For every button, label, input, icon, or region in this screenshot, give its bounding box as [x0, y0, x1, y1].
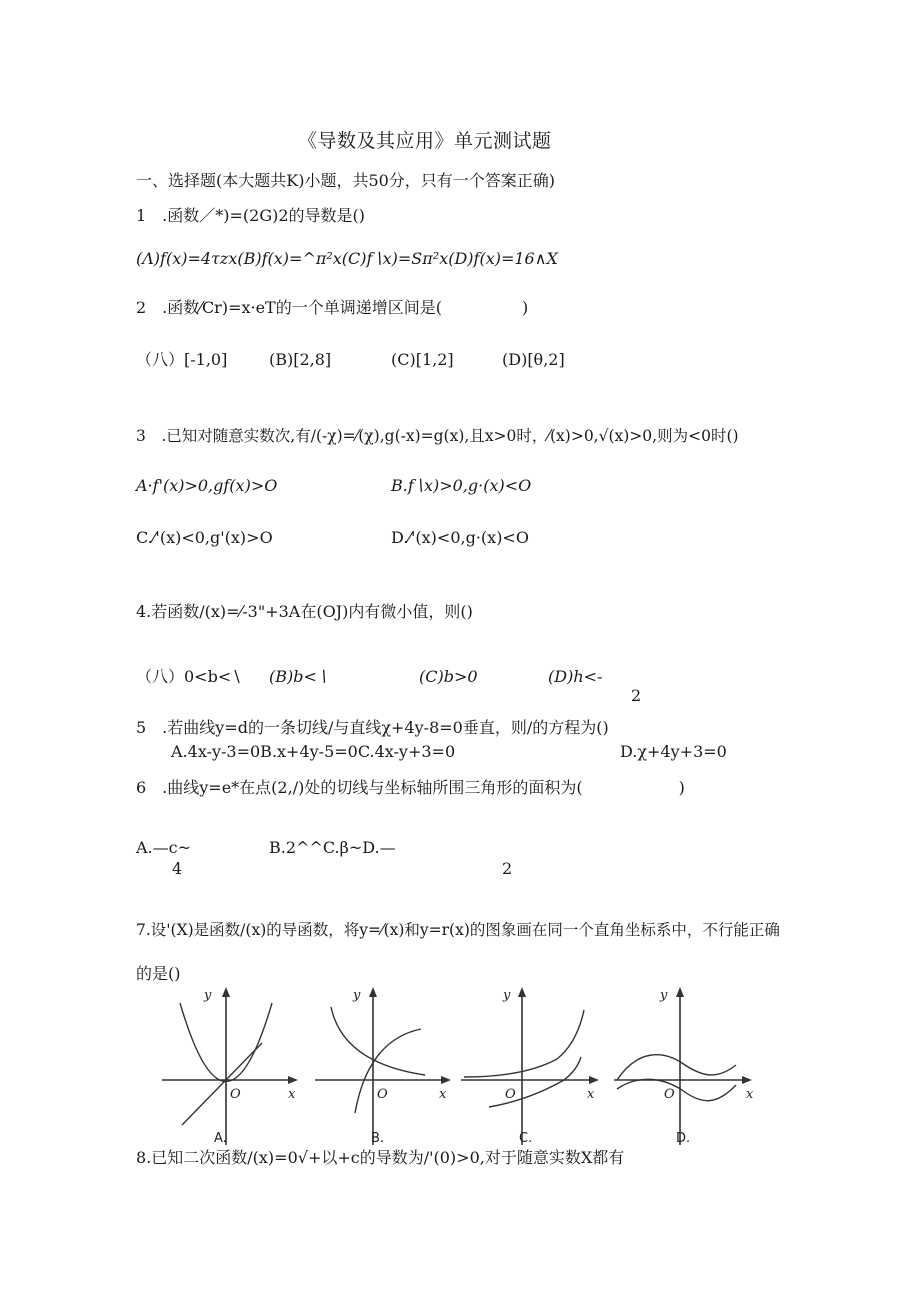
question-5-option-d: D.χ+4y+3=0 — [620, 742, 727, 761]
graph-c-upper-curve — [464, 1010, 584, 1077]
section-heading: 一、选择题(本大题共K)小题，共50分，只有一个答案正确) — [136, 171, 556, 190]
graph-b-decreasing-curve — [331, 1007, 425, 1075]
question-4-option-d-sub: 2 — [631, 686, 642, 705]
graph-c-origin-label: O — [505, 1087, 516, 1102]
graph-a-x-arrow — [288, 1076, 298, 1084]
question-8-stem: 8.已知二次函数/(x)=0√+以+c的导数为/'(0)>0,对于随意实数X都有 — [136, 1148, 625, 1167]
question-5-options: A.4x-y-3=0B.x+4y-5=0C.4x-y+3=0 — [171, 742, 456, 761]
graph-b-x-label: x — [439, 1087, 447, 1102]
graph-a-origin-label: O — [230, 1087, 241, 1102]
graph-a-caption: A. — [214, 1131, 227, 1146]
question-3-option-d: D.⁄'(x)<0,g·(x)<O — [391, 528, 529, 547]
question-6-sub-d: 2 — [502, 859, 513, 878]
graph-c-y-label: y — [503, 988, 511, 1003]
question-2-option-a: （八）[-1,0] — [136, 350, 228, 369]
question-2-stem: 2 .函数⁄Cr)=x·eT的一个单调递增区间是( ) — [136, 298, 529, 317]
question-3-option-a: A·f'(x)>0,gf(x)>O — [136, 476, 278, 495]
graph-d-x-arrow — [742, 1076, 752, 1084]
question-4-option-d: (D)h<- — [548, 667, 603, 686]
question-6-sub-a: 4 — [172, 859, 183, 878]
graph-c — [459, 985, 604, 1150]
question-2-option-c: (C)[1,2] — [391, 350, 454, 369]
graph-b-x-arrow — [441, 1076, 451, 1084]
question-4-stem: 4.若函数/(x)=⁄-3"+3A在(OJ)内有微小值，则() — [136, 602, 473, 621]
question-5-stem: 5 .若曲线y=d的一条切线/与直线χ+4y-8=0垂直，则/的方程为() — [136, 718, 609, 737]
graph-b-increasing-curve — [355, 1029, 421, 1113]
question-1-options: (Λ)f(x)=4τzx(B)f(x)=^π²x(C)f∖x)=Sπ²x(D)f(x)=16∧X — [136, 249, 558, 268]
graph-d-y-arrow — [676, 987, 684, 997]
question-2-option-b: (B)[2,8] — [269, 350, 332, 369]
graph-b-y-label: y — [353, 988, 361, 1003]
graph-c-x-label: x — [587, 1087, 595, 1102]
question-3-option-c: C.⁄'(x)<0,g'(x)>O — [136, 528, 273, 547]
question-6-stem: 6 .曲线y=e*在点(2,/)处的切线与坐标轴所围三角形的面积为( ) — [136, 778, 685, 797]
question-1-stem: 1 .函数／*)=(2G)2的导数是() — [136, 206, 366, 225]
graph-d-y-label: y — [660, 988, 668, 1003]
graph-d — [612, 985, 757, 1150]
graph-a-line — [182, 1043, 262, 1125]
graph-d-x-label: x — [746, 1087, 754, 1102]
graph-d-upper-curve — [617, 1055, 736, 1080]
graph-a-x-label: x — [288, 1087, 296, 1102]
graph-a — [160, 985, 300, 1150]
graph-b-caption: B. — [371, 1131, 385, 1146]
graph-b-origin-label: O — [377, 1087, 388, 1102]
graph-d-origin-label: O — [664, 1087, 675, 1102]
graph-a-y-label: y — [204, 988, 212, 1003]
graph-d-lower-curve — [617, 1079, 736, 1100]
question-4-option-c: (C)b>0 — [419, 667, 478, 686]
question-3-option-b: B.f∖x)>0,g·(x)<O — [391, 476, 532, 495]
question-2-option-d: (D)[θ,2] — [502, 350, 565, 369]
question-6-options-bcd: B.2^^C.β~D.— — [269, 838, 396, 857]
question-4-option-a: （八）0<b<∖ — [136, 667, 242, 686]
graph-c-y-arrow — [518, 987, 526, 997]
graph-b-y-arrow — [369, 987, 377, 997]
graph-a-y-arrow — [222, 987, 230, 997]
page-title: 《导数及其应用》单元测试题 — [298, 130, 552, 152]
question-6-option-a: A.—c~ — [136, 838, 192, 857]
graph-d-caption: D. — [676, 1131, 691, 1146]
question-4-option-b: (B)b<∖ — [269, 667, 328, 686]
graph-c-x-arrow — [589, 1076, 599, 1084]
question-3-stem: 3 .已知对随意实数次,有/(-χ)=⁄(χ),g(-x)=g(x),且x>0时，⁄(x)>0,√(x)>0,则为<0时() — [136, 427, 739, 445]
graph-c-lower-curve — [489, 1057, 581, 1107]
question-7-stem-cont: 的是() — [136, 964, 181, 983]
graph-c-caption: C. — [519, 1131, 533, 1146]
question-7-stem: 7.设'(X)是函数/(x)的导函数，将y=⁄(x)和y=r(x)的图象画在同一个直角坐标系中，不行能正确 — [136, 921, 780, 939]
graph-b — [313, 985, 453, 1150]
